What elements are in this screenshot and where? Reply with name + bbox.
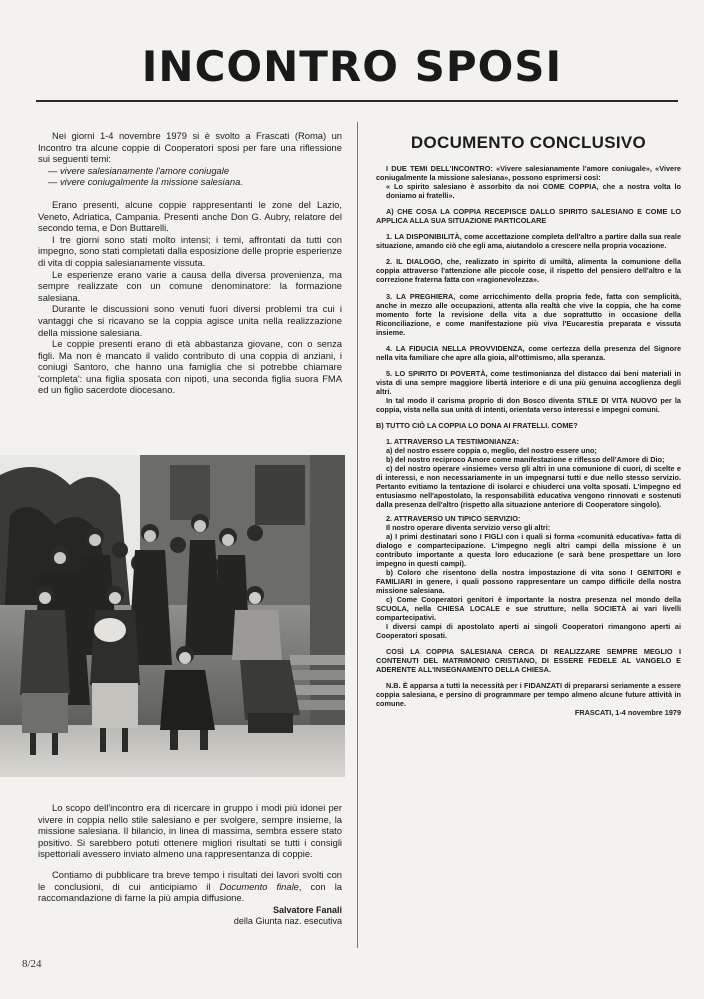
section-b-item-1a: a) del nostro essere coppia o, meglio, del nostro essere uno; bbox=[386, 446, 597, 456]
section-a-item-5: 5. LO SPIRITO DI POVERTÀ, come testimonianza del distacco dai beni materiali in vista di una sempre maggiore libertà interiore e di una più genuina accoglienza degli altri. bbox=[376, 368, 681, 396]
topic-1: — vivere salesianamente l'amore coniugale bbox=[48, 164, 230, 176]
page-number: 8/24 bbox=[22, 958, 42, 970]
left-column-bottom-text bbox=[38, 802, 342, 928]
section-b-item-1b: b) del nostro reciproco Amore come manifestazione e riflesso dell'Amore di Dio; bbox=[386, 455, 665, 465]
page-title: INCONTRO SPOSI bbox=[141, 42, 563, 91]
paragraph-days: I tre giorni sono stati molto intensi; i temi, affrontati da tutti con impegno, sono stati completati dalla esposizione delle proprie esperienze di vita di coppia salesianamente vissuta. bbox=[38, 233, 342, 268]
document-intro-quote: « Lo spirito salesiano è assorbito da noi COME COPPIA, che a nostra volta lo doniamo ai fratelli». bbox=[386, 182, 681, 201]
paragraph-attendees: Erano presenti, alcune coppie rappresentanti le zone del Lazio, Veneto, Adriatica, Campania. Presenti anche Don G. Aubry, relatore del secondo tema, e Don Buttarelli. bbox=[38, 198, 342, 234]
section-a-item-2: 2. IL DIALOGO, che, realizzato in spirito di umiltà, alimenta la comunione della coppia attraverso l'attenzione alle piccole cose, il rispetto del pensiero dell'altro e la correzione fraterna fatta con «ragionevolezza». bbox=[376, 257, 681, 285]
section-a-item-3: 3. LA PREGHIERA, come arricchimento della propria fede, fatta con semplicità, anche in mezzo alle occupazioni, attenta alla realtà che vive la coppia, che ha come momento forte la revisione della vita a due soprattutto in occasione della Riconciliazione, e come manifestazione più viva l'Eucarestia preparata e vissuta insieme. bbox=[376, 291, 681, 337]
group-photo bbox=[0, 455, 345, 777]
section-b-item-2a: a) I primi destinatari sono I FIGLI con i quali si forma «comunità educativa» fatta di dialogo e compartecipazione. L'impegno negli altri campi della missione è un contributo importante a questa loro educazione (e sarà bene prospettare un loro impegno in questi campi). bbox=[376, 531, 681, 568]
section-b-item-2: 2. ATTRAVERSO UN TIPICO SERVIZIO: bbox=[386, 513, 521, 523]
section-b-item-1c: c) del nostro operare «insieme» verso gli altri in una comunione di cuori, di scelte e di interessi, e non necessariamente in un impegnarsi tutti e due nello stesso servizio. Pertanto evitiamo la tentazione di isolarci e chiuderci una volta sposati. L'impegno ed entusiasmo nell'apostolato, la responsabilità educativa vengono rinnovati e sostenuti dalla presenza dell'altro (rispetto alla situazione anteriore di Cooperatore singolo). bbox=[376, 464, 681, 510]
section-a-item-4: 4. LA FIDUCIA NELLA PROVVIDENZA, come certezza della presenza del Signore nella vita familiare che apre alla gioia, all'ottimismo, alla speranza. bbox=[376, 343, 681, 362]
section-b-item-1: 1. ATTRAVERSO LA TESTIMONIANZA: bbox=[386, 437, 519, 447]
section-b-closing: I diversi campi di apostolato aperti ai singoli Cooperatori rimangono aperti ai Cooperatori sposati. bbox=[376, 622, 681, 641]
paragraph-discussions: Durante le discussioni sono venuti fuori diversi problemi tra cui i vantaggi che si ricavano se la coppia agisce unita nella realizzazione della missione salesiana. bbox=[38, 303, 342, 338]
note-nb: N.B. È apparsa a tutti la necessità per i FIDANZATI di prepararsi seriamente a essere coppia salesiana, e persino di programmare per tempo almeno alcune future attività in comune. bbox=[376, 681, 681, 709]
section-b-item-2b: b) Coloro che risentono della nostra impostazione di vita sono I GENITORI e FAMILIARI in genere, i quali possono rappresentare un campo difficile della nostra missione salesiana. bbox=[376, 567, 681, 595]
publication-text-italic: Documento finale bbox=[219, 880, 299, 892]
section-a-closing: In tal modo il carisma proprio di don Bosco diventa STILE DI VITA NUOVO per la coppia, vista nella sua unità di intenti, orientata verso interessi e impegni comuni. bbox=[376, 395, 681, 415]
paragraph-purpose: Lo scopo dell'incontro era di ricercare in gruppo i modi più idonei per vivere in coppia nello stile salesiano e per svolgere, sempre insieme, la missione salesiana. Il bilancio, in linea di massima, sembra essere stato positivo. Si sarebbero potuti ottenere migliori risultati se tutti i consigli ispettoriali avessero inviato almeno una rappresentanza di coppie. bbox=[38, 802, 342, 860]
topic-2: — vivere coniugalmente la missione salesiana. bbox=[48, 176, 243, 188]
publication-text-a: Contiamo di pubblicare tra breve tempo i risultati dei lavori svolti con le conclusioni, di cui anticipiamo il bbox=[38, 868, 342, 892]
signature-name: Salvatore Fanali bbox=[272, 904, 342, 915]
publication-text-c: , con la raccomandazione di farne la più ampia diffusione. bbox=[38, 880, 342, 904]
section-a-title: A) CHE COSA LA COPPIA RECEPISCE DALLO SPIRITO SALESIANO E COME LO APPLICA ALLA SUA SITUAZIONE PARTICOLARE bbox=[376, 207, 681, 226]
right-column-document bbox=[376, 130, 681, 717]
group-photo-image bbox=[0, 455, 345, 777]
intro-paragraph: Nei giorni 1-4 novembre 1979 si è svolto a Frascati (Roma) un Incontro tra alcune coppie di Cooperatori sposi per fare una riflessione sui seguenti temi: bbox=[38, 130, 342, 165]
section-a-item-1: 1. LA DISPONIBILITÀ, come accettazione completa dell'altro a partire dalla sua reale situazione, amando ciò che egli ama, aiutandolo a crescere nella propria vocazione. bbox=[376, 232, 681, 251]
section-b-item-2c: c) Come Cooperatori genitori è importante la nostra presenza nel mondo della SCUOLA, nella CHIESA LOCALE e sue strutture, nella SOCIETÀ ai vari livelli compartecipativi. bbox=[376, 594, 681, 623]
left-column-text bbox=[38, 130, 342, 396]
paragraph-publication bbox=[38, 869, 342, 904]
document-heading: DOCUMENTO CONCLUSIVO bbox=[410, 133, 647, 152]
conclusion: COSÌ LA COPPIA SALESIANA CERCA DI REALIZZARE SEMPRE MEGLIO I CONTENUTI DEL MATRIMONIO CRISTIANO, DI ESSERE FEDELE AL VANGELO E ADERENTE ALL'INSEGNAMENTO DELLA CHIESA. bbox=[376, 647, 681, 675]
title-rule bbox=[36, 100, 678, 102]
paragraph-experiences: Le esperienze erano varie a causa della diversa provenienza, ma sempre realizzate con un comune denominatore: la formazione salesiana. bbox=[38, 268, 342, 303]
section-b-item-2-intro: Il nostro operare diventa servizio verso gli altri: bbox=[386, 522, 551, 532]
paragraph-couples: Le coppie presenti erano di età abbastanza giovane, con o senza figli. Ma non è mancato il valido contributo di una coppia di anziani, i coniugi Santoro, che hanno una famiglia che si potrebbe chiamare 'completa': una figlia sposata con nipoti, una seconda figlia suora FMA ed un figlio sacerdote diocesano. bbox=[38, 338, 342, 396]
signature-role: della Giunta naz. esecutiva bbox=[233, 916, 342, 927]
section-b-title: B) TUTTO CIÒ LA COPPIA LO DONA AI FRATELLI. COME? bbox=[376, 421, 578, 431]
document-intro: I DUE TEMI DELL'INCONTRO: «Vivere salesianamente l'amore coniugale», «Vivere coniugalmente la missione salesiana», possono esprimersi così: bbox=[376, 164, 681, 183]
column-divider bbox=[357, 122, 358, 948]
document-date: FRASCATI, 1-4 novembre 1979 bbox=[574, 708, 681, 718]
